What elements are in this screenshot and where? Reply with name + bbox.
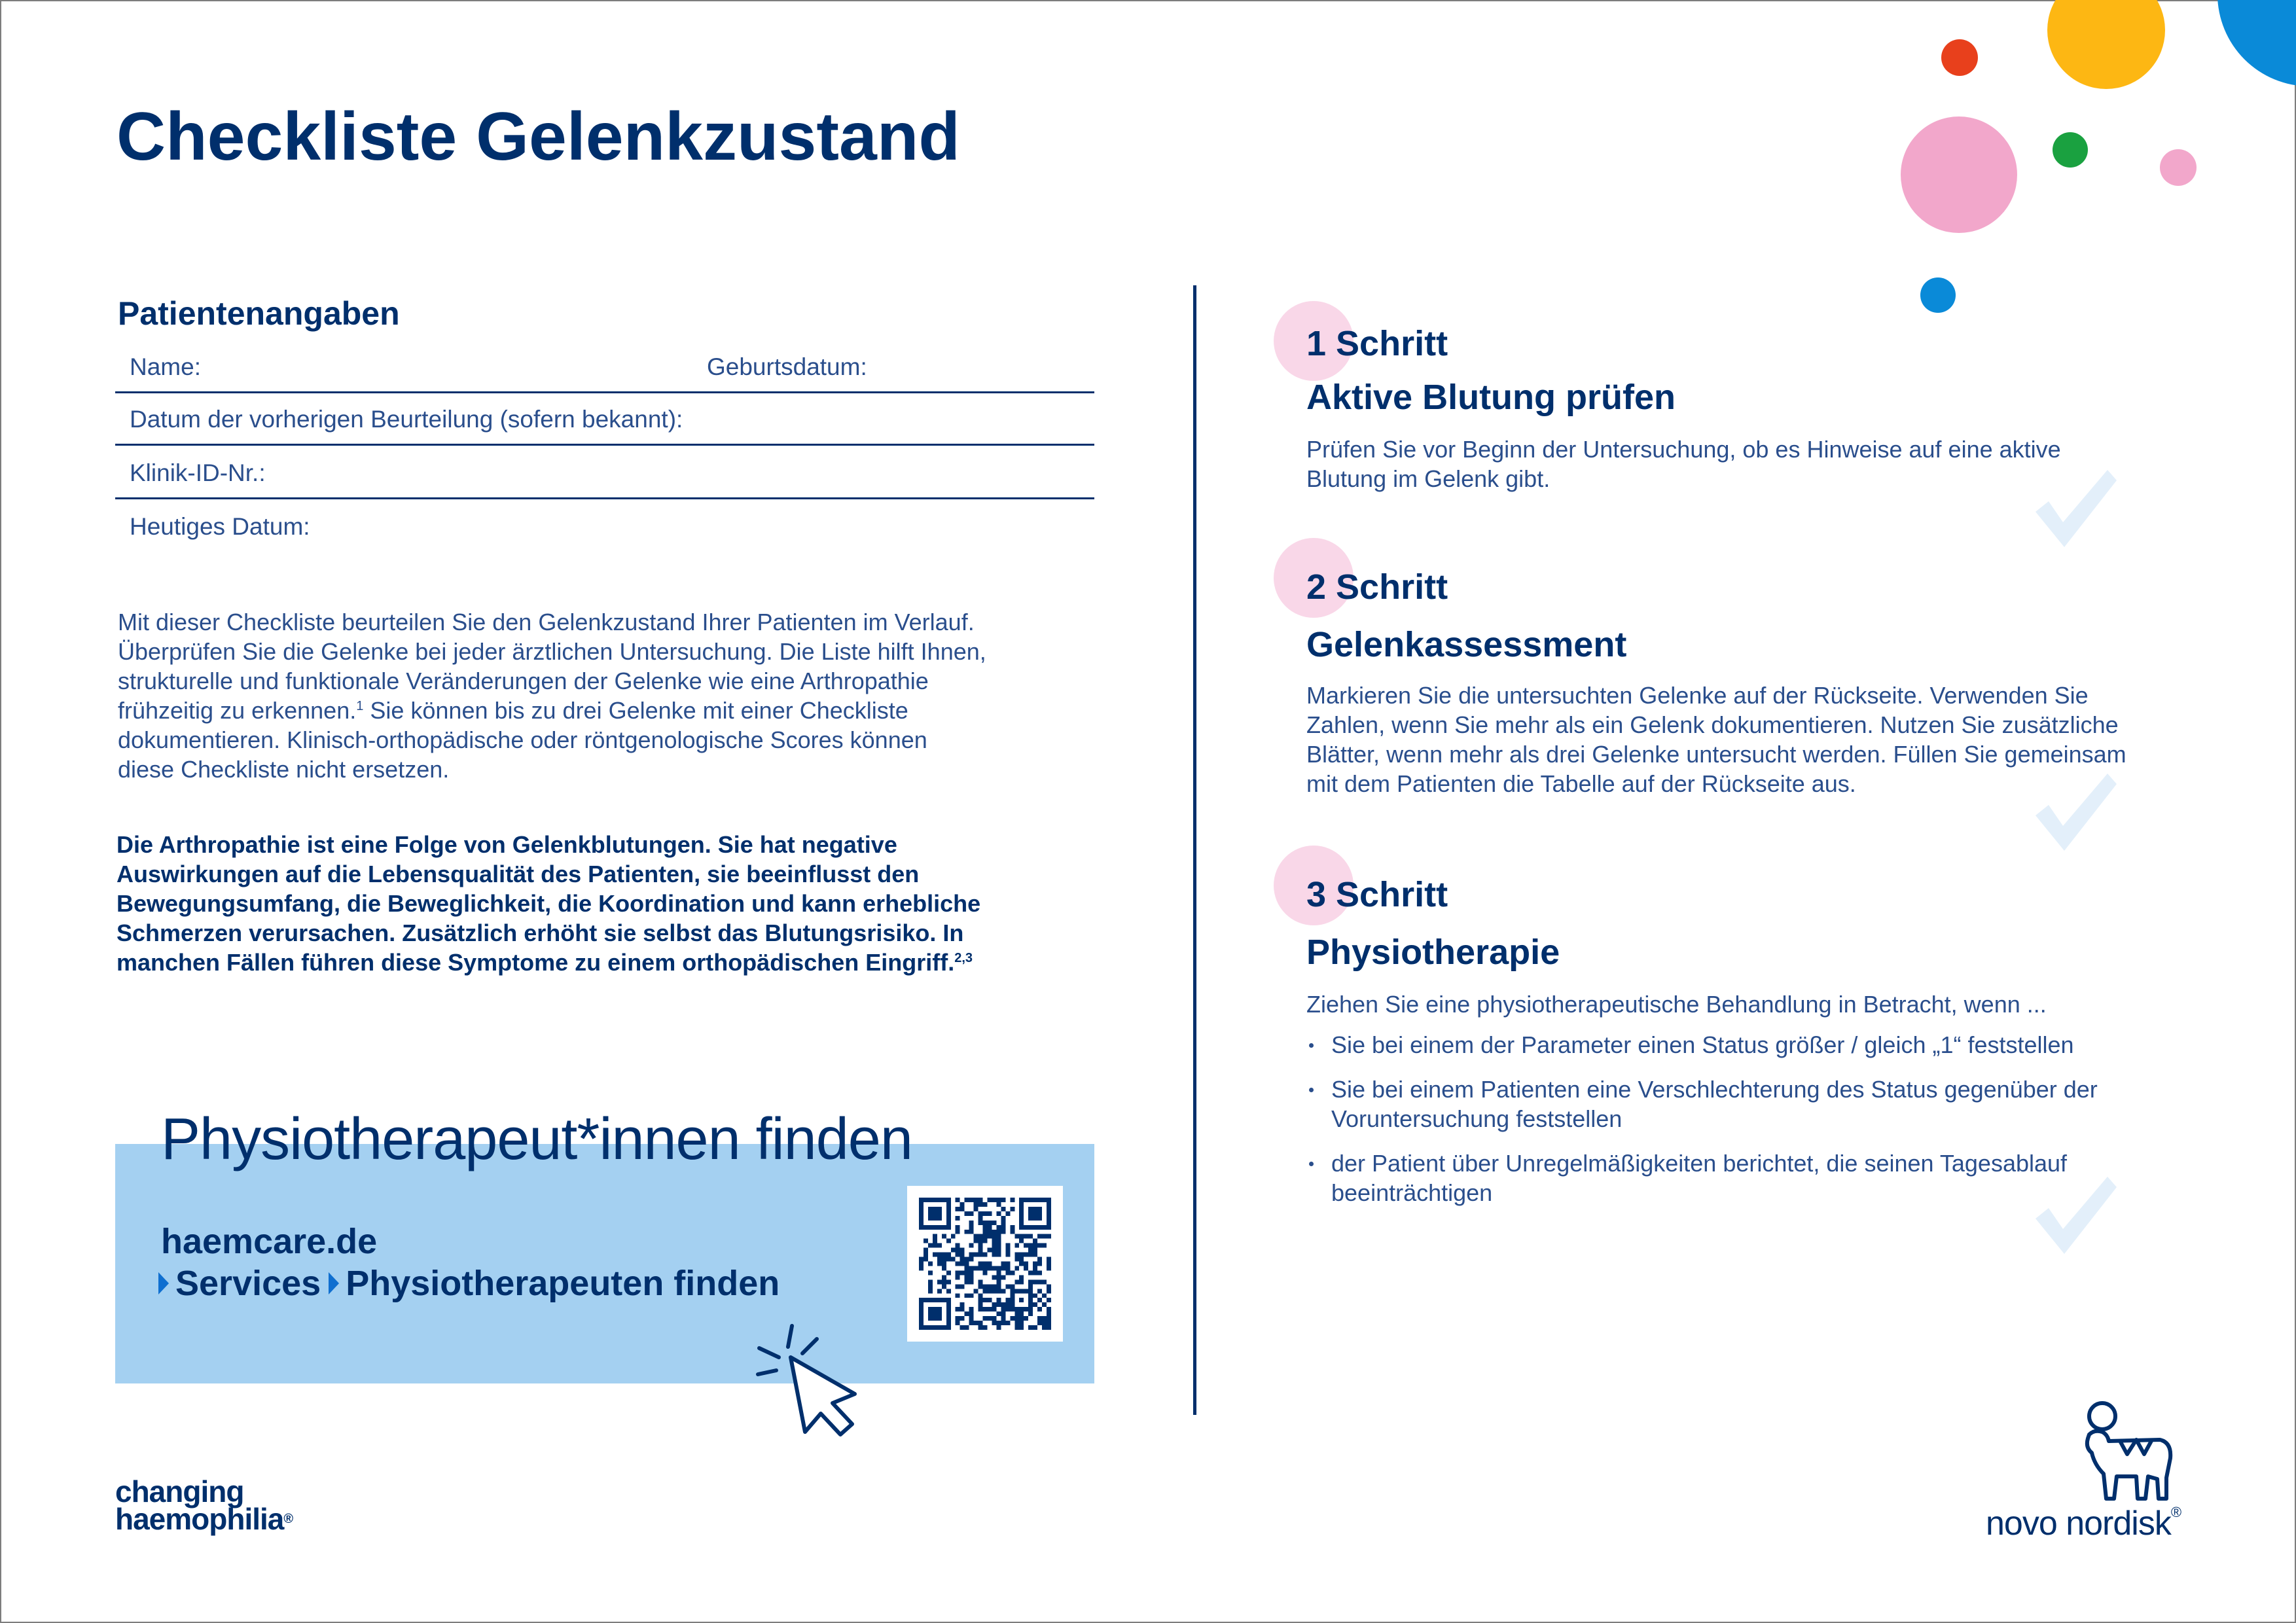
field-row-today (115, 499, 1094, 551)
click-cursor-icon (753, 1314, 884, 1445)
arthropathy-line: Die Arthropathie ist eine Folge von Gelenkblutungen. Sie hat negative (117, 831, 897, 858)
qr-code-icon[interactable] (907, 1186, 1063, 1342)
check-mark-icon (2029, 766, 2121, 857)
decor-dot-pink-large (1901, 116, 2017, 233)
step-3-line: Ziehen Sie eine physiotherapeutische Behandlung in Betracht, wenn ... (1306, 991, 2047, 1018)
arthropathy-paragraph (117, 830, 1098, 977)
step-2-number: 2 Schritt (1306, 567, 1448, 607)
arthropathy-line: Schmerzen verursachen. Zusätzlich erhöht sie selbst das Blutungsrisiko. In (117, 919, 964, 946)
intro-paragraph (118, 607, 1086, 784)
step-3-number: 3 Schritt (1306, 875, 1448, 914)
qr-code-graphic (919, 1198, 1051, 1330)
clinic-id-label: Klinik-ID-Nr.: (130, 459, 266, 486)
intro-line: Mit dieser Checkliste beurteilen Sie den Gelenkzustand Ihrer Patienten im Verlauf. (118, 609, 975, 635)
list-item: der Patient über Unregelmäßigkeiten berichtet, die seinen Tagesablauf beeinträchtigen (1306, 1149, 2157, 1207)
previous-assessment-label: Datum der vorherigen Beurteilung (sofern bekannt): (130, 406, 683, 433)
list-item: Sie bei einem Patienten eine Verschlechterung des Status gegenüber der Voruntersuchung feststellen (1306, 1075, 2157, 1133)
check-mark-icon (2029, 462, 2121, 554)
step-1-line: Blutung im Gelenk gibt. (1306, 465, 1551, 492)
decor-dot-green (2053, 132, 2088, 168)
field-row-clinic (115, 445, 1094, 499)
step-1-line: Prüfen Sie vor Beginn der Untersuchung, ob es Hinweise auf eine aktive (1306, 436, 2061, 463)
changing-haemophilia-logo (115, 1474, 293, 1536)
path-services: Services (175, 1264, 321, 1303)
step-1-number: 1 Schritt (1306, 324, 1448, 363)
list-item: Sie bei einem der Parameter einen Status größer / gleich „1“ feststellen (1306, 1030, 2157, 1060)
intro-line: diese Checkliste nicht ersetzen. (118, 756, 450, 783)
arthropathy-line: Auswirkungen auf die Lebensqualität des Patienten, sie beeinflusst den (117, 861, 920, 887)
field-row-previous (115, 391, 1094, 446)
arthropathy-line: manchen Fällen führen diese Symptome zu einem orthopädischen Eingriff.$^{2,3}$ (117, 949, 973, 976)
intro-line: Überprüfen Sie die Gelenke bei jeder ärztlichen Untersuchung. Die Liste hilft Ihnen, (118, 638, 986, 665)
triangle-right-icon (329, 1272, 339, 1294)
decor-dot-pink-small (2160, 149, 2197, 186)
today-date-label: Heutiges Datum: (130, 513, 310, 540)
step-2-line: Blätter, wenn mehr als drei Gelenke untersucht werden. Füllen Sie gemeinsam (1306, 741, 2126, 768)
birthdate-label: Geburtsdatum: (707, 353, 867, 380)
intro-line: dokumentieren. Klinisch-orthopädische oder röntgenologische Scores können (118, 726, 927, 753)
arthropathy-line: Bewegungsumfang, die Beweglichkeit, die Koordination und kann erhebliche (117, 890, 981, 917)
step-2-line: mit dem Patienten die Tabelle auf der Rückseite aus. (1306, 770, 1856, 797)
apis-bull-logo-icon (2016, 1400, 2232, 1505)
intro-line: frühzeitig zu erkennen.$^1$ Sie können bis zu drei Gelenke mit einer Checkliste (118, 697, 908, 724)
page-title: Checkliste Gelenkzustand (117, 99, 960, 175)
novo-nordisk-logo: novo nordisk® (1986, 1504, 2181, 1543)
footnote-ref: 2,3 (954, 951, 973, 965)
step-3-text (1306, 990, 2157, 1019)
logo-line: haemophilia® (115, 1502, 293, 1536)
patient-heading: Patientenangaben (118, 295, 400, 332)
column-divider (1193, 285, 1196, 1415)
intro-line: strukturelle und funktionale Veränderungen der Gelenke wie eine Arthropathie (118, 668, 929, 694)
field-row-name (115, 339, 1094, 393)
step-2-line: Zahlen, wenn Sie mehr als ein Gelenk dokumentieren. Nutzen Sie zusätzliche (1306, 711, 2119, 738)
check-mark-icon (2029, 1169, 2121, 1260)
decor-dot-red (1941, 39, 1978, 76)
step-2-line: Markieren Sie die untersuchten Gelenke auf der Rückseite. Verwenden Sie (1306, 682, 2089, 709)
haemcare-link[interactable]: haemcare.de (161, 1222, 378, 1261)
haemcare-path[interactable] (158, 1263, 780, 1304)
physio-finder-title: Physiotherapeut*innen finden (161, 1107, 912, 1172)
step-3-title: Physiotherapie (1306, 933, 1560, 972)
name-label: Name: (130, 353, 201, 380)
logo-line: changing (115, 1474, 244, 1508)
footnote-ref: 1 (356, 699, 364, 713)
path-physio: Physiotherapeuten finden (346, 1264, 780, 1303)
step-1-title: Aktive Blutung prüfen (1306, 378, 1676, 417)
triangle-right-icon (158, 1272, 169, 1294)
decor-dot-blue-small (1920, 277, 1956, 313)
step-2-title: Gelenkassessment (1306, 625, 1627, 664)
